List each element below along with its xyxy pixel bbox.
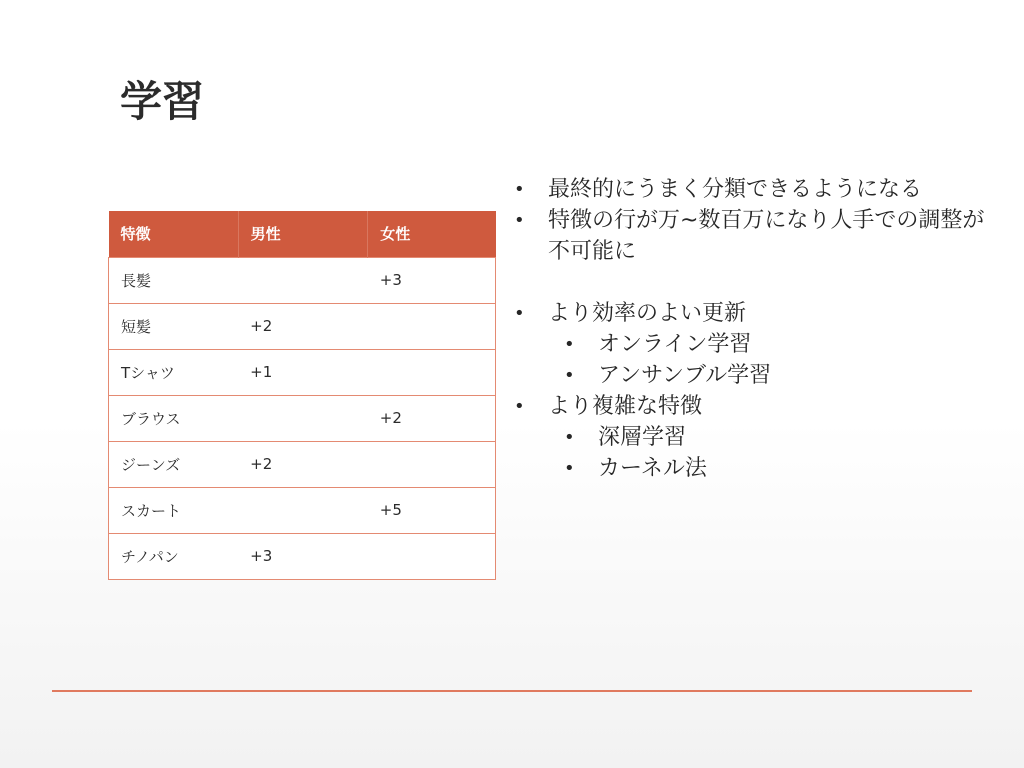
bullet-item: • 特徴の行が万~数百万になり人手での調整が不可能に [512, 205, 992, 267]
cell-male: +2 [238, 303, 368, 349]
cell-female [368, 441, 496, 487]
cell-feature: ジーンズ [109, 441, 239, 487]
header-feature: 特徴 [109, 211, 239, 257]
table-row [109, 395, 496, 441]
bullet-item: • より複雑な特徴 [512, 391, 992, 422]
slide-title: 学習 [120, 77, 205, 126]
feature-table [108, 211, 496, 580]
cell-female: +3 [368, 257, 496, 303]
table-row [109, 441, 496, 487]
cell-male [238, 257, 368, 303]
header-male: 男性 [238, 211, 368, 257]
cell-male: +2 [238, 441, 368, 487]
table-row [109, 303, 496, 349]
bottom-divider [52, 690, 972, 692]
table-row [109, 349, 496, 395]
cell-female [368, 533, 496, 579]
bullet-item: • 最終的にうまく分類できるようになる [512, 174, 992, 205]
cell-feature: スカート [109, 487, 239, 533]
sub-bullet-item: • カーネル法 [512, 453, 992, 484]
bullet-item: • より効率のよい更新 [512, 298, 992, 329]
cell-female [368, 349, 496, 395]
cell-male: +3 [238, 533, 368, 579]
table-header-row [109, 211, 496, 257]
bullet-list [512, 174, 992, 484]
cell-female [368, 303, 496, 349]
table-row [109, 487, 496, 533]
cell-feature: ブラウス [109, 395, 239, 441]
table-row [109, 533, 496, 579]
cell-feature: チノパン [109, 533, 239, 579]
cell-male: +1 [238, 349, 368, 395]
cell-feature: 長髪 [109, 257, 239, 303]
cell-male [238, 487, 368, 533]
cell-female: +2 [368, 395, 496, 441]
header-female: 女性 [368, 211, 496, 257]
sub-bullet-item: • アンサンブル学習 [512, 360, 992, 391]
cell-female: +5 [368, 487, 496, 533]
sub-bullet-item: • 深層学習 [512, 422, 992, 453]
cell-male [238, 395, 368, 441]
cell-feature: 短髪 [109, 303, 239, 349]
bullet-spacer [512, 267, 992, 298]
table-row [109, 257, 496, 303]
sub-bullet-item: • オンライン学習 [512, 329, 992, 360]
cell-feature: Tシャツ [109, 349, 239, 395]
